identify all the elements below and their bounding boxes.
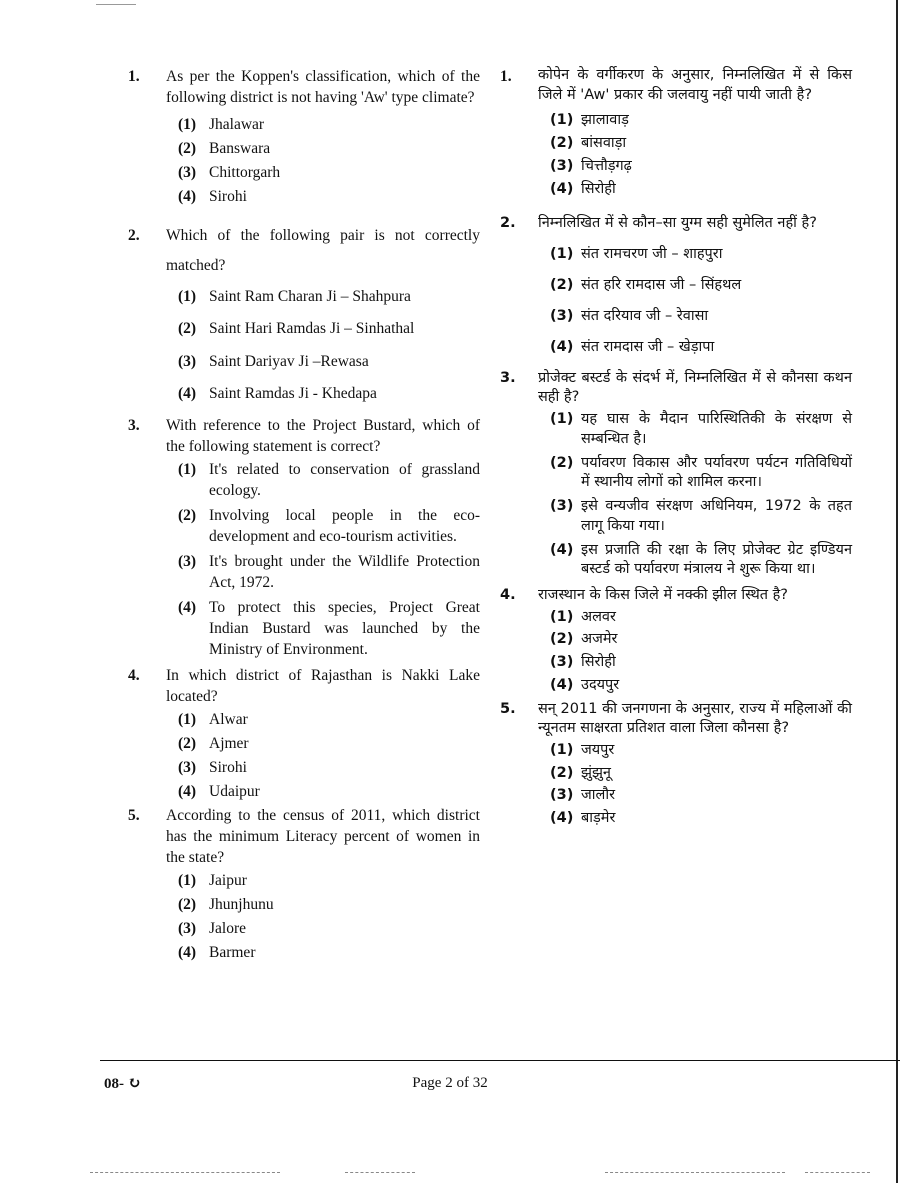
option-text: Ajmer bbox=[209, 734, 249, 752]
option-number: (3) bbox=[178, 920, 197, 938]
option-text: संत दरियाव जी – रेवासा bbox=[581, 308, 709, 325]
hindi-column bbox=[500, 66, 852, 832]
option-number: (1) bbox=[178, 710, 197, 728]
option-text: Udaipur bbox=[209, 782, 260, 800]
option-2 bbox=[538, 454, 852, 493]
option-2 bbox=[538, 630, 852, 650]
option-text: बांसवाड़ा bbox=[581, 135, 627, 152]
option-number: (2) bbox=[178, 896, 197, 914]
option-number: (4) bbox=[550, 541, 574, 558]
question-number: 5. bbox=[128, 806, 140, 824]
option-number: (4) bbox=[550, 676, 574, 693]
question-number: 3. bbox=[128, 416, 140, 434]
question-number: 5. bbox=[500, 700, 516, 717]
option-number: (2) bbox=[550, 135, 574, 152]
option-3 bbox=[538, 306, 852, 326]
question-2-en bbox=[128, 221, 480, 403]
option-text: बाड़मेर bbox=[581, 810, 616, 827]
option-number: (4) bbox=[550, 810, 574, 827]
option-2 bbox=[538, 764, 852, 784]
refresh-icon: ↻ bbox=[127, 1075, 142, 1092]
option-text: उदयपुर bbox=[581, 676, 620, 693]
option-4 bbox=[166, 597, 480, 660]
question-1-en bbox=[128, 66, 480, 207]
option-3 bbox=[538, 786, 852, 806]
option-text: Saint Ram Charan Ji – Shahpura bbox=[209, 288, 411, 306]
options-list bbox=[538, 608, 852, 696]
option-number: (1) bbox=[178, 460, 197, 478]
option-4 bbox=[538, 180, 852, 200]
option-2 bbox=[166, 318, 480, 339]
question-number: 2. bbox=[500, 215, 516, 232]
options-list bbox=[538, 111, 852, 199]
option-text: झालावाड़ bbox=[581, 112, 629, 129]
option-4 bbox=[166, 383, 480, 404]
option-text: Banswara bbox=[209, 140, 271, 158]
option-number: (2) bbox=[178, 140, 197, 158]
option-number: (4) bbox=[178, 599, 197, 617]
question-number: 2. bbox=[128, 227, 140, 245]
question-number: 3. bbox=[500, 369, 516, 386]
option-number: (1) bbox=[550, 112, 574, 129]
option-3 bbox=[538, 157, 852, 177]
option-number: (2) bbox=[550, 764, 574, 781]
question-number: 4. bbox=[500, 586, 516, 603]
question-4-en bbox=[128, 665, 480, 802]
question-text: Which of the following pair is not correctly matched? bbox=[166, 227, 480, 274]
option-text: यह घास के मैदान पारिस्थितिकी के संरक्षण से सम्बन्धित है। bbox=[581, 411, 852, 447]
options-list bbox=[538, 244, 852, 358]
option-3 bbox=[166, 551, 480, 593]
option-text: संत हरि रामदास जी – सिंहथल bbox=[581, 276, 742, 293]
option-3 bbox=[166, 351, 480, 372]
option-text: संत रामदास जी – खेड़ापा bbox=[581, 339, 715, 356]
option-text: चित्तौड़गढ़ bbox=[581, 157, 632, 174]
option-text: संत रामचरण जी – शाहपुरा bbox=[581, 245, 723, 262]
option-1 bbox=[538, 741, 852, 761]
option-1 bbox=[166, 870, 480, 891]
option-number: (4) bbox=[178, 384, 197, 402]
option-2 bbox=[166, 894, 480, 915]
top-scan-mark bbox=[96, 4, 136, 7]
question-text: निम्नलिखित में से कौन–सा युग्म सही सुमेलित नहीं है? bbox=[538, 215, 817, 232]
option-number: (1) bbox=[178, 288, 197, 306]
option-text: इस प्रजाति की रक्षा के लिए प्रोजेक्ट ग्रेट इण्डियन बस्टर्ड को पर्यावरण मंत्रालय ने शुरू किया था। bbox=[581, 541, 852, 578]
option-text: पर्यावरण विकास और पर्यावरण पर्यटन गतिविधियों में स्थानीय लोगों को शामिल करना। bbox=[581, 454, 852, 491]
question-5-hi bbox=[500, 700, 852, 829]
option-3 bbox=[166, 162, 480, 183]
option-number: (3) bbox=[550, 157, 574, 174]
option-4 bbox=[538, 676, 852, 696]
option-text: सिरोही bbox=[581, 654, 616, 671]
option-number: (3) bbox=[550, 498, 574, 515]
option-4 bbox=[166, 781, 480, 802]
option-3 bbox=[538, 653, 852, 673]
option-text: Jhunjhunu bbox=[209, 896, 274, 914]
option-2 bbox=[166, 733, 480, 754]
option-number: (2) bbox=[550, 454, 574, 471]
option-number: (3) bbox=[178, 553, 197, 571]
option-number: (3) bbox=[178, 164, 197, 182]
option-text: इसे वन्यजीव संरक्षण अधिनियम, 1972 के तहत लागू किया गया। bbox=[581, 498, 852, 534]
option-number: (2) bbox=[178, 734, 197, 752]
options-list bbox=[166, 459, 480, 661]
option-text: Jalore bbox=[209, 920, 247, 938]
option-text: Sirohi bbox=[209, 758, 247, 776]
option-number: (1) bbox=[550, 741, 574, 758]
option-text: Alwar bbox=[209, 710, 248, 728]
options-list bbox=[166, 870, 480, 963]
option-number: (1) bbox=[178, 872, 197, 890]
option-1 bbox=[538, 111, 852, 131]
option-number: (4) bbox=[178, 188, 197, 206]
option-text: Saint Hari Ramdas Ji – Sinhathal bbox=[209, 320, 415, 338]
option-number: (1) bbox=[550, 245, 574, 262]
option-3 bbox=[166, 757, 480, 778]
options-list bbox=[166, 286, 480, 403]
bottom-scan-mark bbox=[605, 1172, 785, 1173]
option-2 bbox=[166, 138, 480, 159]
option-number: (3) bbox=[178, 352, 197, 370]
option-1 bbox=[166, 459, 480, 501]
bottom-scan-mark bbox=[90, 1172, 280, 1173]
option-text: Jaipur bbox=[209, 872, 247, 890]
question-2-hi bbox=[500, 209, 852, 357]
options-list bbox=[538, 741, 852, 829]
question-5-en bbox=[128, 805, 480, 964]
option-number: (3) bbox=[550, 308, 574, 325]
option-4 bbox=[538, 337, 852, 357]
page-number: Page 2 of 32 bbox=[412, 1075, 488, 1091]
option-text: Jhalawar bbox=[209, 116, 265, 134]
option-1 bbox=[166, 709, 480, 730]
option-number: (1) bbox=[550, 608, 574, 625]
option-number: (4) bbox=[178, 944, 197, 962]
option-text: It's brought under the Wildlife Protection Act, 1972. bbox=[209, 553, 480, 592]
option-number: (4) bbox=[550, 339, 574, 356]
option-1 bbox=[538, 410, 852, 449]
option-3 bbox=[166, 918, 480, 939]
question-number: 1. bbox=[500, 68, 512, 85]
option-4 bbox=[538, 541, 852, 580]
option-text: Chittorgarh bbox=[209, 164, 281, 182]
option-number: (2) bbox=[178, 506, 197, 524]
option-number: (3) bbox=[550, 654, 574, 671]
question-number: 4. bbox=[128, 666, 140, 684]
option-number: (4) bbox=[178, 782, 197, 800]
question-4-hi bbox=[500, 586, 852, 696]
option-number: (2) bbox=[550, 276, 574, 293]
option-text: Involving local people in the eco-development and eco-tourism activities. bbox=[209, 506, 480, 546]
option-1 bbox=[538, 244, 852, 264]
option-text: जालौर bbox=[581, 787, 616, 804]
option-text: Sirohi bbox=[209, 188, 247, 206]
footer-divider bbox=[100, 1060, 900, 1061]
option-text: अजमेर bbox=[581, 631, 618, 648]
option-1 bbox=[538, 608, 852, 628]
option-text: जयपुर bbox=[581, 741, 615, 758]
page-edge-line bbox=[896, 0, 898, 1183]
question-text: According to the census of 2011, which district has the minimum Literacy percent of women in the state? bbox=[166, 806, 480, 867]
bottom-scan-mark bbox=[345, 1172, 415, 1173]
option-2 bbox=[166, 505, 480, 547]
question-3-hi bbox=[500, 369, 852, 580]
option-1 bbox=[166, 114, 480, 135]
question-text: प्रोजेक्ट बस्टर्ड के संदर्भ में, निम्नलिखित में से कौनसा कथन सही है? bbox=[538, 369, 852, 406]
option-number: (2) bbox=[178, 320, 197, 338]
option-number: (3) bbox=[178, 758, 197, 776]
option-text: Saint Ramdas Ji - Khedapa bbox=[209, 384, 377, 402]
options-list bbox=[166, 114, 480, 207]
option-4 bbox=[166, 186, 480, 207]
option-2 bbox=[538, 134, 852, 154]
option-number: (2) bbox=[550, 631, 574, 648]
option-text: Saint Dariyav Ji –Rewasa bbox=[209, 352, 369, 370]
option-text: झुंझुनू bbox=[581, 764, 611, 781]
question-1-hi bbox=[500, 66, 852, 199]
option-number: (4) bbox=[550, 180, 574, 197]
question-text: As per the Koppen's classification, which of the following district is not having 'Aw' type climate? bbox=[166, 68, 480, 107]
question-text: कोपेन के वर्गीकरण के अनुसार, निम्नलिखित में से किस जिले में 'Aw' प्रकार की जलवायु नहीं पायी जाती है? bbox=[538, 67, 852, 103]
option-number: (1) bbox=[550, 411, 574, 428]
question-text: With reference to the Project Bustard, which of the following statement is correct? bbox=[166, 416, 480, 455]
option-text: To protect this species, Project Great Indian Bustard was launched by the Ministry of Environment. bbox=[209, 599, 480, 659]
question-3-en bbox=[128, 415, 480, 661]
bottom-scan-mark bbox=[805, 1172, 870, 1173]
option-4 bbox=[538, 809, 852, 829]
question-number: 1. bbox=[128, 68, 140, 85]
option-2 bbox=[538, 275, 852, 295]
paper-code-text: 08- bbox=[104, 1076, 124, 1092]
option-4 bbox=[166, 942, 480, 963]
english-column bbox=[128, 66, 480, 967]
question-text: In which district of Rajasthan is Nakki Lake located? bbox=[166, 666, 480, 705]
option-text: It's related to conservation of grassland ecology. bbox=[209, 460, 480, 499]
option-text: अलवर bbox=[581, 608, 616, 625]
option-number: (3) bbox=[550, 787, 574, 804]
options-list bbox=[538, 410, 852, 580]
option-number: (1) bbox=[178, 116, 197, 134]
question-text: राजस्थान के किस जिले में नक्की झील स्थित है? bbox=[538, 586, 789, 603]
option-text: सिरोही bbox=[581, 180, 616, 197]
options-list bbox=[166, 709, 480, 802]
option-1 bbox=[166, 286, 480, 307]
question-text: सन् 2011 की जनगणना के अनुसार, राज्य में महिलाओं की न्यूनतम साक्षरता प्रतिशत वाला जिला कौनसा है? bbox=[538, 700, 852, 737]
option-text: Barmer bbox=[209, 944, 256, 962]
option-3 bbox=[538, 497, 852, 536]
